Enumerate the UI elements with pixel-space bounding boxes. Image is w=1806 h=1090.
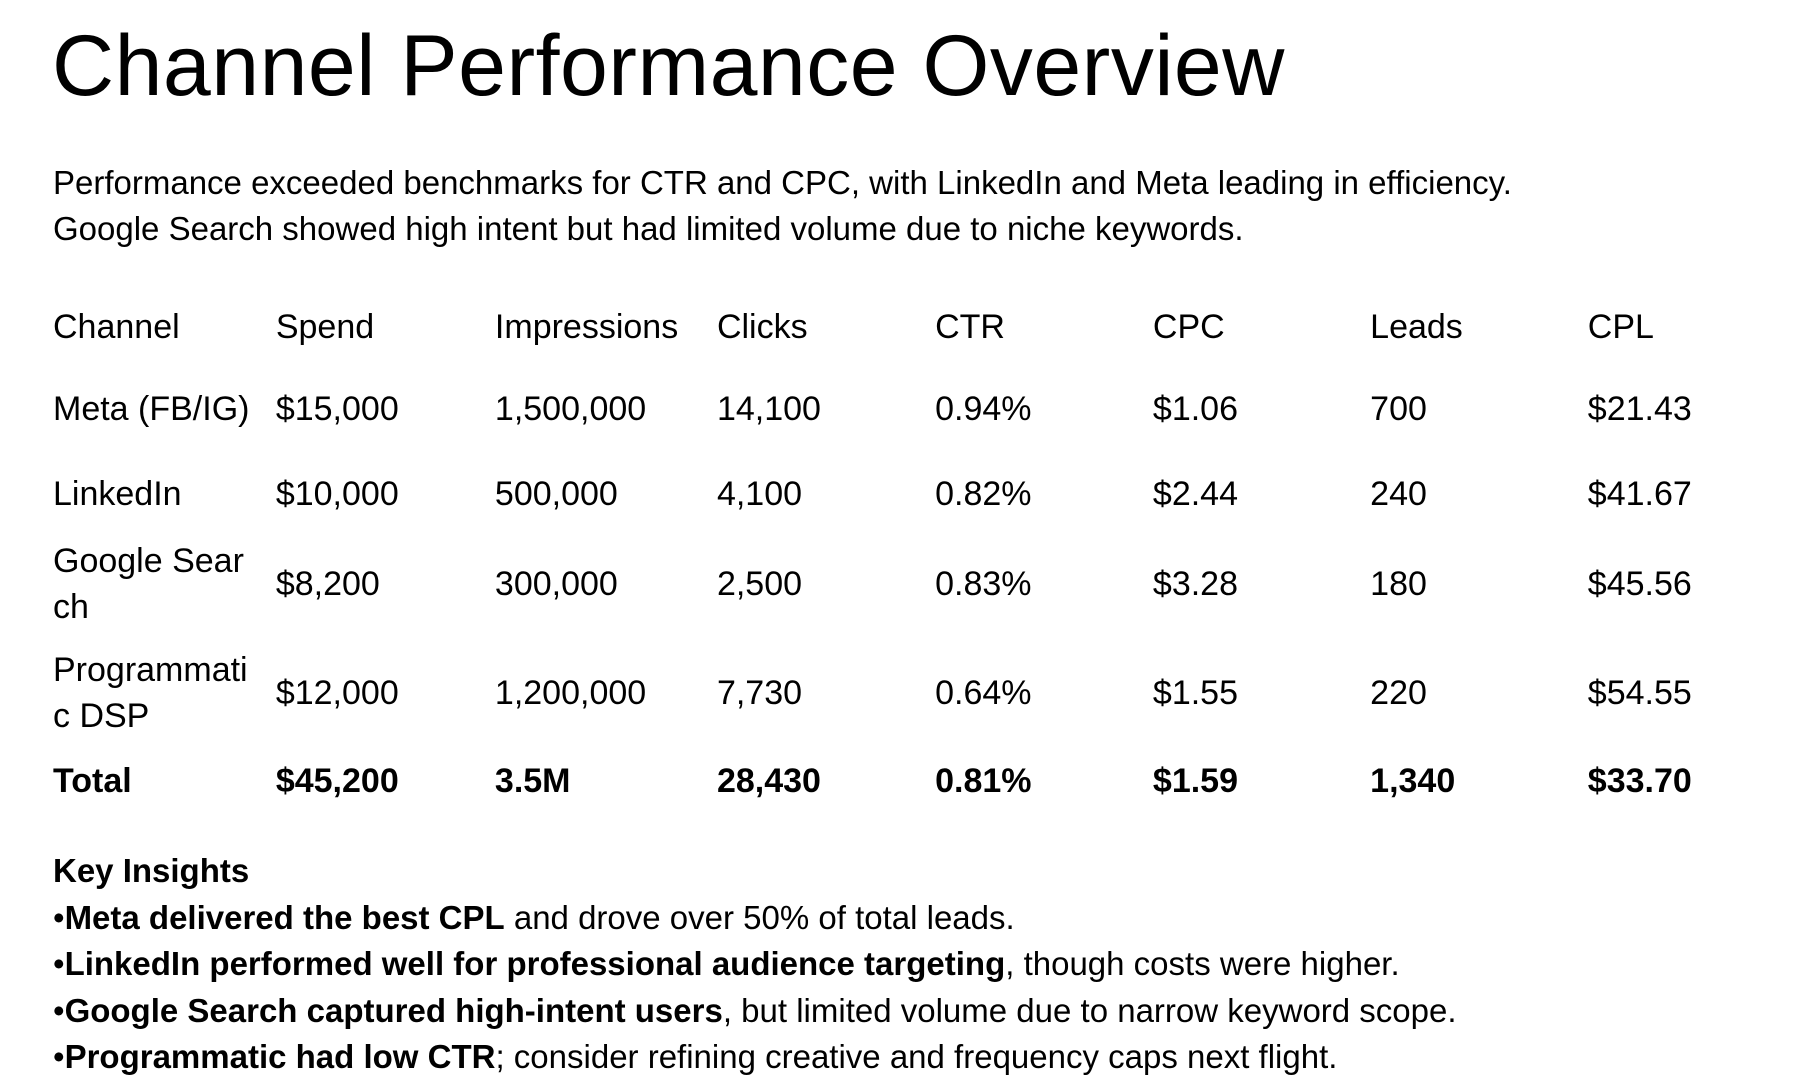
cell-channel — [53, 640, 276, 746]
bullet-glyph: • — [53, 991, 65, 1029]
column-header-spend: Spend — [275, 308, 375, 346]
insights-heading: Key Insights — [53, 852, 250, 889]
cell-cpc: $2.44 — [1152, 475, 1238, 513]
cell-clicks: 7,730 — [716, 674, 803, 712]
cell-ctr: 0.83% — [935, 565, 1032, 603]
channel-name: Meta (FB/IG) — [53, 390, 250, 428]
performance-table — [53, 296, 1806, 816]
total-ctr: 0.81% — [935, 762, 1032, 800]
total-cpl: $33.70 — [1587, 762, 1692, 800]
cell-spend: $15,000 — [275, 390, 399, 428]
bullet-glyph: • — [53, 945, 65, 982]
column-header-cpl: CPL — [1587, 308, 1654, 346]
insight-highlight: Programmatic had low CTR — [64, 1038, 496, 1075]
cell-cpl: $21.43 — [1587, 390, 1692, 428]
cell-impressions: 1,500,000 — [494, 390, 647, 428]
column-header-cpc: CPC — [1152, 308, 1225, 346]
insight-item — [53, 1034, 1457, 1081]
insight-item — [53, 988, 1457, 1035]
bullet-glyph: • — [53, 1038, 65, 1075]
table-row — [53, 358, 1806, 460]
column-header-clicks: Clicks — [716, 308, 808, 346]
column-header-channel: Channel — [53, 308, 180, 346]
bullet-glyph: • — [53, 898, 65, 936]
table-total-row — [53, 746, 1806, 816]
insight-highlight: Google Search captured high-intent users — [64, 991, 723, 1029]
total-clicks: 28,430 — [716, 762, 821, 800]
insight-highlight: LinkedIn performed well for professional audience targeting — [64, 945, 1006, 982]
cell-leads: 700 — [1370, 390, 1427, 428]
cell-channel — [53, 358, 276, 460]
table-header-row — [53, 296, 1806, 358]
insight-detail: and drove over 50% of total leads. — [504, 898, 1015, 936]
cell-ctr: 0.94% — [935, 390, 1032, 428]
insight-detail: , but limited volume due to narrow keyword scope. — [722, 991, 1457, 1029]
page-title: Channel Performance Overview — [52, 18, 1285, 114]
cell-ctr: 0.82% — [935, 475, 1032, 513]
key-insights — [53, 848, 1457, 1081]
column-header-ctr: CTR — [935, 308, 1005, 346]
cell-cpc: $1.55 — [1152, 674, 1238, 712]
cell-leads: 240 — [1370, 475, 1427, 513]
cell-impressions: 1,200,000 — [494, 674, 647, 712]
cell-clicks: 14,100 — [716, 390, 821, 428]
table-row — [53, 460, 1806, 528]
insight-detail: , though costs were higher. — [1005, 945, 1400, 982]
insight-highlight: Meta delivered the best CPL — [64, 898, 505, 936]
cell-spend: $12,000 — [275, 674, 399, 712]
table-row — [53, 640, 1806, 746]
table-row — [53, 528, 1806, 640]
cell-leads: 220 — [1370, 674, 1427, 712]
total-impressions: 3.5M — [494, 762, 571, 800]
total-label: Total — [53, 762, 132, 800]
summary-line: Google Search showed high intent but had limited volume due to niche keywords. — [53, 210, 1244, 247]
cell-ctr: 0.64% — [935, 674, 1032, 712]
cell-leads: 180 — [1370, 565, 1427, 603]
total-leads: 1,340 — [1370, 762, 1456, 800]
insight-item — [53, 895, 1457, 942]
cell-impressions: 500,000 — [494, 475, 618, 513]
cell-cpc: $1.06 — [1152, 390, 1238, 428]
cell-channel — [53, 460, 276, 528]
cell-clicks: 4,100 — [716, 475, 803, 513]
cell-cpl: $54.55 — [1587, 674, 1692, 712]
cell-impressions: 300,000 — [494, 565, 618, 603]
channel-name: Programmatic DSP — [53, 651, 248, 735]
cell-cpl: $41.67 — [1587, 475, 1692, 513]
cell-spend: $10,000 — [275, 475, 399, 513]
cell-clicks: 2,500 — [716, 565, 803, 603]
cell-cpl: $45.56 — [1587, 565, 1692, 603]
channel-name: Google Search — [53, 542, 244, 626]
cell-spend: $8,200 — [275, 565, 380, 603]
summary-line: Performance exceeded benchmarks for CTR and CPC, with LinkedIn and Meta leading in efficiency. — [53, 164, 1512, 201]
total-spend: $45,200 — [275, 762, 399, 800]
cell-channel — [53, 528, 276, 640]
insight-item — [53, 941, 1457, 988]
insight-detail: ; consider refining creative and frequency caps next flight. — [495, 1038, 1338, 1075]
column-header-leads: Leads — [1370, 308, 1463, 346]
channel-name: LinkedIn — [53, 475, 182, 513]
column-header-impressions: Impressions — [494, 308, 679, 346]
summary-text — [53, 160, 1512, 252]
cell-cpc: $3.28 — [1152, 565, 1238, 603]
total-cpc: $1.59 — [1152, 762, 1238, 800]
